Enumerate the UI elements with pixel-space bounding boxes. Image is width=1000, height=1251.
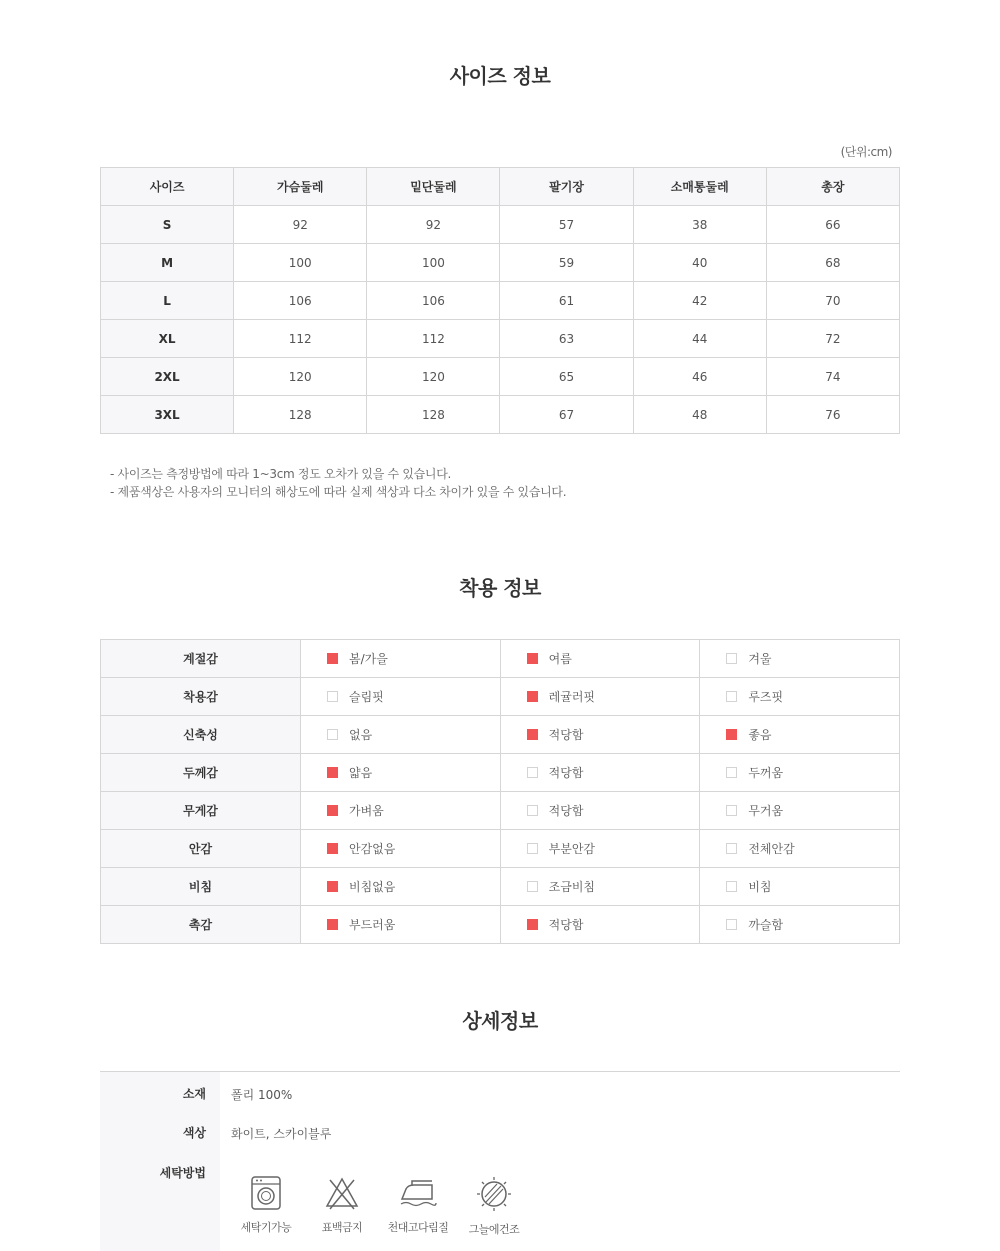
fit-option-label: 없음 <box>349 728 373 742</box>
fit-option-label: 여름 <box>548 652 572 666</box>
header-size: 사이즈 <box>101 168 234 206</box>
fit-option-label: 적당함 <box>548 918 584 932</box>
checked-box-icon <box>327 767 338 778</box>
fit-option-label: 적당함 <box>548 766 584 780</box>
fit-option <box>500 906 700 944</box>
size-name: S <box>101 206 234 244</box>
header-chest: 가슴둘레 <box>234 168 367 206</box>
table-cell: 68 <box>766 244 899 282</box>
table-cell: 92 <box>234 206 367 244</box>
fit-row-label: 촉감 <box>101 906 301 944</box>
no-bleach-icon <box>305 1175 379 1211</box>
fit-option <box>700 906 900 944</box>
fit-option <box>301 640 501 678</box>
fit-option <box>700 716 900 754</box>
table-cell: 65 <box>500 358 633 396</box>
fit-row-label: 계절감 <box>101 640 301 678</box>
table-cell: 38 <box>633 206 766 244</box>
fit-row-label: 착용감 <box>101 678 301 716</box>
wash-label-shade-dry: 그늘에건조 <box>468 1223 520 1236</box>
wash-item <box>457 1175 531 1237</box>
table-cell: 40 <box>633 244 766 282</box>
fit-option <box>700 754 900 792</box>
fit-option-label: 두꺼움 <box>748 766 784 780</box>
fit-row <box>101 830 900 868</box>
table-cell: 106 <box>234 282 367 320</box>
fit-row <box>101 792 900 830</box>
fit-option <box>500 830 700 868</box>
table-cell: 120 <box>367 358 500 396</box>
size-table-header-row <box>101 168 900 206</box>
table-cell: 59 <box>500 244 633 282</box>
fit-option <box>500 792 700 830</box>
fit-option-label: 비침 <box>748 880 772 894</box>
unchecked-box-icon <box>527 805 538 816</box>
table-cell: 42 <box>633 282 766 320</box>
fit-option <box>700 830 900 868</box>
fit-option-label: 부드러움 <box>349 918 396 932</box>
color-label: 색상 <box>182 1126 206 1140</box>
fit-option <box>500 716 700 754</box>
size-section-title: 사이즈 정보 <box>449 64 551 88</box>
fit-section-title: 착용 정보 <box>459 576 541 600</box>
material-value: 폴리 100% <box>231 1088 293 1102</box>
unchecked-box-icon <box>726 691 737 702</box>
unchecked-box-icon <box>327 691 338 702</box>
size-name: 3XL <box>101 396 234 434</box>
unchecked-box-icon <box>527 767 538 778</box>
table-cell: 46 <box>633 358 766 396</box>
table-cell: 100 <box>367 244 500 282</box>
fit-option-label: 좋음 <box>748 728 772 742</box>
checked-box-icon <box>527 691 538 702</box>
detail-section-title: 상세정보 <box>462 1009 538 1033</box>
fit-row <box>101 754 900 792</box>
fit-option <box>500 754 700 792</box>
fit-option-label: 무거움 <box>748 804 784 818</box>
size-notes <box>110 465 566 501</box>
table-cell: 66 <box>766 206 899 244</box>
fit-option <box>700 792 900 830</box>
washing-machine-icon <box>229 1175 303 1211</box>
wash-label: 세탁방법 <box>159 1166 206 1180</box>
size-name: L <box>101 282 234 320</box>
fit-row-label: 두께감 <box>101 754 301 792</box>
table-cell: 48 <box>633 396 766 434</box>
table-row <box>101 206 900 244</box>
fit-option-label: 전체안감 <box>748 842 795 856</box>
table-cell: 106 <box>367 282 500 320</box>
table-cell: 57 <box>500 206 633 244</box>
checked-box-icon <box>726 729 737 740</box>
fit-option-label: 루즈핏 <box>748 690 784 704</box>
note-line: - 사이즈는 측정방법에 따라 1~3cm 정도 오차가 있을 수 있습니다. <box>110 467 452 481</box>
fit-option <box>301 830 501 868</box>
size-table <box>100 167 900 434</box>
iron-with-cloth-icon <box>381 1175 455 1211</box>
shade-dry-icon <box>457 1175 531 1213</box>
fit-option <box>301 792 501 830</box>
checked-box-icon <box>527 653 538 664</box>
wash-item <box>381 1175 455 1235</box>
fit-option <box>301 906 501 944</box>
wash-label-iron: 천대고다림질 <box>387 1221 449 1234</box>
fit-row-label: 안감 <box>101 830 301 868</box>
fit-option <box>500 640 700 678</box>
table-row <box>101 244 900 282</box>
fit-option-label: 슬림핏 <box>349 690 384 704</box>
fit-option-label: 가벼움 <box>349 804 384 818</box>
size-name: 2XL <box>101 358 234 396</box>
table-cell: 128 <box>234 396 367 434</box>
header-hem: 밑단둘레 <box>367 168 500 206</box>
fit-option <box>301 868 501 906</box>
table-cell: 63 <box>500 320 633 358</box>
fit-option <box>301 678 501 716</box>
fit-option <box>700 640 900 678</box>
table-cell: 92 <box>367 206 500 244</box>
header-sleeve-length: 팔기장 <box>500 168 633 206</box>
wash-label-washer: 세탁기가능 <box>240 1221 292 1234</box>
size-name: M <box>101 244 234 282</box>
fit-option <box>500 868 700 906</box>
fit-option-label: 겨울 <box>748 652 772 666</box>
header-total-length: 총장 <box>766 168 899 206</box>
size-name: XL <box>101 320 234 358</box>
fit-row <box>101 906 900 944</box>
table-cell: 70 <box>766 282 899 320</box>
unchecked-box-icon <box>726 843 737 854</box>
fit-option <box>700 678 900 716</box>
fit-option-label: 부분안감 <box>548 842 596 856</box>
unit-label: (단위:cm) <box>840 145 892 159</box>
color-value: 화이트, 스카이블루 <box>231 1127 332 1141</box>
table-row <box>101 358 900 396</box>
unchecked-box-icon <box>726 919 737 930</box>
table-cell: 128 <box>367 396 500 434</box>
table-cell: 112 <box>367 320 500 358</box>
table-cell: 61 <box>500 282 633 320</box>
table-cell: 72 <box>766 320 899 358</box>
fit-option <box>301 716 501 754</box>
wash-item <box>229 1175 303 1235</box>
fit-row <box>101 678 900 716</box>
table-cell: 100 <box>234 244 367 282</box>
fit-row-label: 무게감 <box>101 792 301 830</box>
unchecked-box-icon <box>726 805 737 816</box>
fit-option-label: 얇음 <box>349 766 373 780</box>
table-cell: 74 <box>766 358 899 396</box>
table-cell: 67 <box>500 396 633 434</box>
wash-item <box>305 1175 379 1235</box>
table-cell: 112 <box>234 320 367 358</box>
fit-table <box>100 639 900 944</box>
checked-box-icon <box>527 919 538 930</box>
fit-row-label: 신축성 <box>101 716 301 754</box>
checked-box-icon <box>327 653 338 664</box>
checked-box-icon <box>327 919 338 930</box>
fit-option-label: 조금비침 <box>548 880 596 894</box>
table-row <box>101 282 900 320</box>
checked-box-icon <box>527 729 538 740</box>
header-sleeve-width: 소매통둘레 <box>633 168 766 206</box>
unchecked-box-icon <box>726 767 737 778</box>
unchecked-box-icon <box>527 881 538 892</box>
fit-row <box>101 716 900 754</box>
fit-option-label: 안감없음 <box>349 842 396 856</box>
fit-option-label: 적당함 <box>548 728 584 742</box>
unchecked-box-icon <box>726 653 737 664</box>
checked-box-icon <box>327 805 338 816</box>
unchecked-box-icon <box>527 843 538 854</box>
fit-row <box>101 868 900 906</box>
material-label: 소재 <box>182 1087 206 1101</box>
table-row <box>101 396 900 434</box>
fit-row-label: 비침 <box>101 868 301 906</box>
unchecked-box-icon <box>726 881 737 892</box>
fit-option <box>301 754 501 792</box>
fit-option <box>500 678 700 716</box>
fit-option-label: 비침없음 <box>349 880 396 894</box>
fit-option-label: 까슬함 <box>748 918 784 932</box>
table-row <box>101 320 900 358</box>
unchecked-box-icon <box>327 729 338 740</box>
checked-box-icon <box>327 843 338 854</box>
detail-table <box>100 1071 900 1251</box>
table-cell: 44 <box>633 320 766 358</box>
note-line: - 제품색상은 사용자의 모니터의 해상도에 따라 실제 색상과 다소 차이가 있을 수 있습니다. <box>110 485 567 499</box>
fit-option <box>700 868 900 906</box>
fit-option-label: 적당함 <box>548 804 584 818</box>
checked-box-icon <box>327 881 338 892</box>
fit-option-label: 레귤러핏 <box>548 690 596 704</box>
fit-option-label: 봄/가을 <box>349 652 388 666</box>
table-cell: 76 <box>766 396 899 434</box>
fit-row <box>101 640 900 678</box>
table-cell: 120 <box>234 358 367 396</box>
wash-label-no-bleach: 표백금지 <box>321 1221 363 1234</box>
